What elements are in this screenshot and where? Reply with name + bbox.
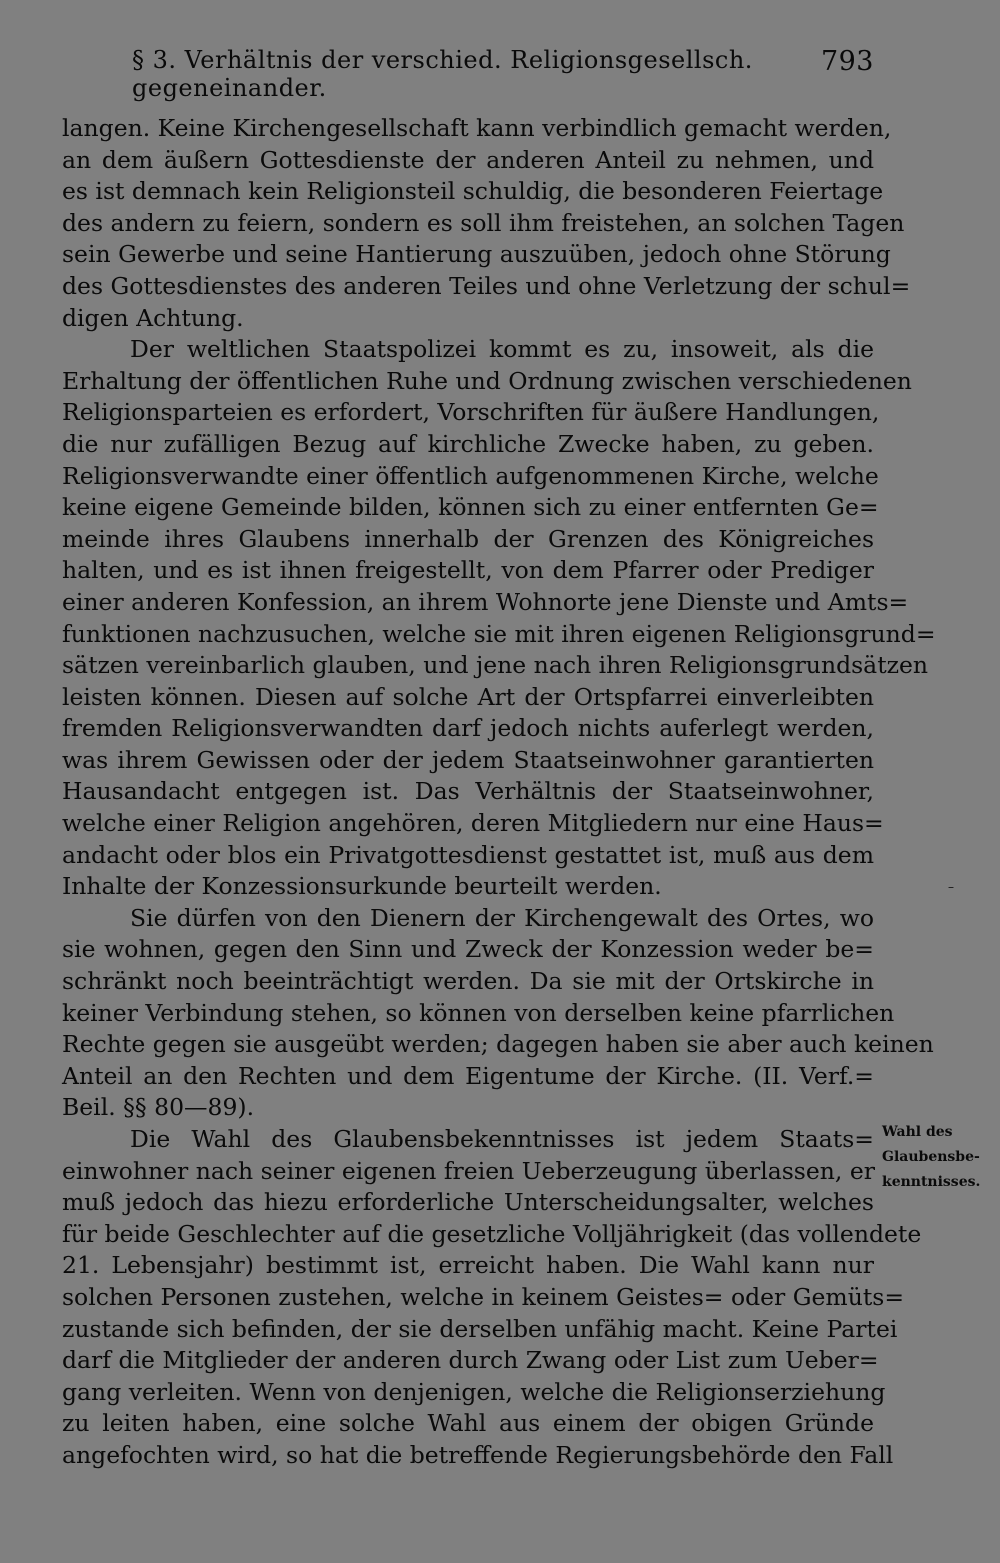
header-title: § 3. Verhältnis der verschied. Religionsgesellsch. gegeneinander. [132, 46, 753, 102]
text-line: muß jedoch das hiezu erforderliche Unterscheidungsalter, welches [62, 1188, 874, 1217]
text-line: Religionsverwandte einer öffentlich aufgenommenen Kirche, welche [62, 461, 879, 490]
text-line: zu leiten haben, eine solche Wahl aus einem der obigen Gründe [62, 1409, 874, 1438]
text-line: halten, und es ist ihnen freigestellt, von dem Pfarrer oder Prediger [62, 556, 874, 585]
text-line: darf die Mitglieder der anderen durch Zwang oder List zum Ueber= [62, 1346, 879, 1375]
running-header [62, 42, 874, 102]
text-line: langen. Keine Kirchengesellschaft kann verbindlich gemacht werden, [62, 114, 892, 142]
text-line: zustande sich befinden, der sie derselben unfähig macht. Keine Partei [62, 1314, 898, 1343]
text-line: des andern zu feiern, sondern es soll ihm freistehen, an solchen Tagen [62, 208, 905, 237]
text-line: meinde ihres Glaubens innerhalb der Grenzen des Königreiches [62, 524, 874, 553]
marginal-note-line: Wahl des [882, 1124, 953, 1140]
text-line: funktionen nachzusuchen, welche sie mit ihren eigenen Religionsgrund= [62, 619, 936, 648]
text-line: an dem äußern Gottesdienste der anderen Anteil zu nehmen, und [62, 145, 874, 174]
text-line: des Gottesdienstes des anderen Teiles und ohne Verletzung der schul= [62, 271, 911, 300]
text-line: Rechte gegen sie ausgeübt werden; dagegen haben sie aber auch keinen [62, 1030, 934, 1059]
text-line: sein Gewerbe und seine Hantierung auszuüben, jedoch ohne Störung [62, 240, 891, 269]
text-line: Inhalte der Konzessionsurkunde beurteilt werden. [62, 872, 662, 901]
page-number: 793 [820, 46, 874, 77]
margin-mark: – [948, 880, 954, 894]
marginal-note [882, 1120, 992, 1195]
text-line: Hausandacht entgegen ist. Das Verhältnis der Staatseinwohner, [62, 777, 874, 806]
text-line: einwohner nach seiner eigenen freien Ueberzeugung überlassen, er [62, 1156, 875, 1185]
text-line: Anteil an den Rechten und dem Eigentume der Kirche. (II. Verf.= [62, 1061, 874, 1090]
text-line: gang verleiten. Wenn von denjenigen, welche die Religionserziehung [62, 1377, 886, 1406]
text-line: solchen Personen zustehen, welche in keinem Geistes= oder Gemüts= [62, 1282, 905, 1311]
marginal-note-line: kenntnisses. [882, 1174, 981, 1190]
text-line: welche einer Religion angehören, deren Mitgliedern nur eine Haus= [62, 809, 884, 838]
marginal-note-line: Glaubensbe- [882, 1149, 980, 1165]
text-line: Religionsparteien es erfordert, Vorschriften für äußere Handlungen, [62, 398, 880, 427]
text-line: angefochten wird, so hat die betreffende Regierungsbehörde den Fall [62, 1440, 894, 1469]
text-line: Erhaltung der öffentlichen Ruhe und Ordnung zwischen verschiedenen [62, 366, 912, 395]
text-line: leisten können. Diesen auf solche Art der Ortspfarrei einverleibten [62, 682, 874, 711]
text-line: schränkt noch beeinträchtigt werden. Da sie mit der Ortskirche in [62, 967, 874, 996]
text-line: es ist demnach kein Religionsteil schuldig, die besonderen Feiertage [62, 177, 884, 206]
text-line: Beil. §§ 80—89). [62, 1093, 255, 1122]
text-line: für beide Geschlechter auf die gesetzliche Volljährigkeit (das vollendete [62, 1219, 922, 1248]
text-line: einer anderen Konfession, an ihrem Wohnorte jene Dienste und Amts= [62, 587, 909, 616]
text-line: was ihrem Gewissen oder der jedem Staatseinwohner garantierten [62, 745, 874, 774]
text-line: 21. Lebensjahr) bestimmt ist, erreicht haben. Die Wahl kann nur [62, 1251, 874, 1280]
text-line: sie wohnen, gegen den Sinn und Zweck der Konzession weder be= [62, 935, 874, 964]
text-line: Die Wahl des Glaubensbekenntnisses ist jedem Staats= [130, 1125, 874, 1153]
text-line: keine eigene Gemeinde bilden, können sich zu einer entfernten Ge= [62, 493, 879, 522]
text-line: die nur zufälligen Bezug auf kirchliche Zwecke haben, zu geben. [62, 429, 874, 458]
text-line: Sie dürfen von den Dienern der Kirchengewalt des Ortes, wo [130, 903, 874, 932]
text-line: sätzen vereinbarlich glauben, und jene nach ihren Religionsgrundsätzen [62, 651, 929, 680]
body-text [62, 113, 936, 1472]
text-line: andacht oder blos ein Privatgottesdienst gestattet ist, muß aus dem [62, 840, 874, 869]
text-line: fremden Religionsverwandten darf jedoch nichts auferlegt werden, [62, 714, 874, 743]
text-line: keiner Verbindung stehen, so können von derselben keine pfarrlichen [62, 998, 895, 1027]
text-line: digen Achtung. [62, 303, 244, 332]
text-line: Der weltlichen Staatspolizei kommt es zu, insoweit, als die [130, 335, 874, 364]
